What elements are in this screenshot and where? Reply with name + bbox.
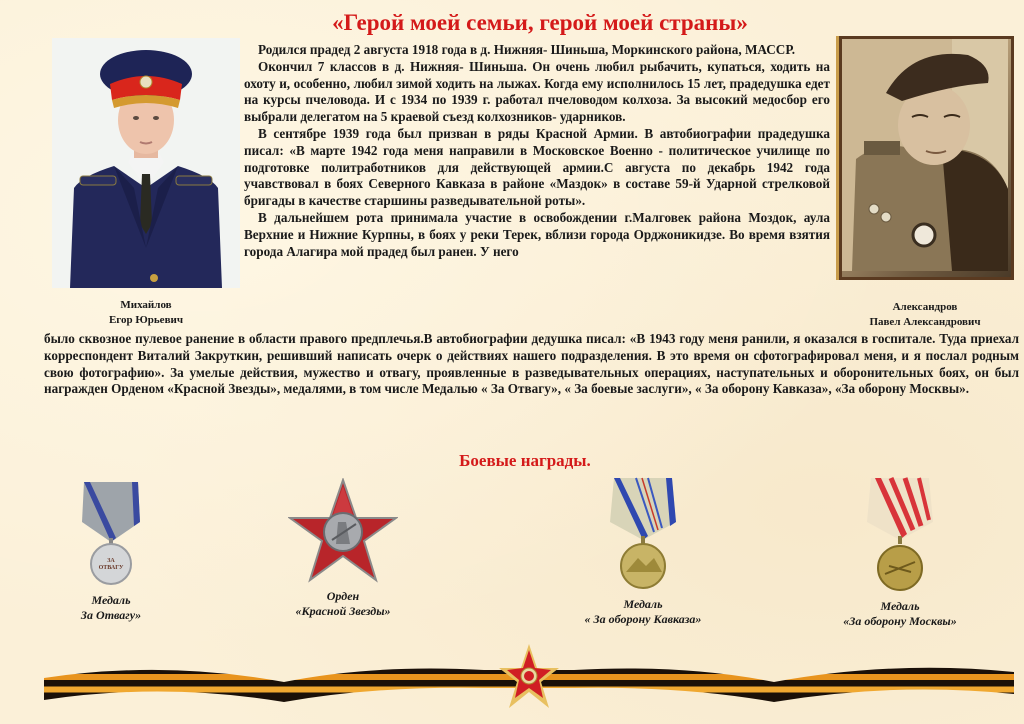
portrait-caption-right xyxy=(830,300,1020,330)
order-patriotic-war-star-icon xyxy=(499,642,559,712)
bio-paragraph-army: В сентябре 1939 года был призван в ряды Красной Армии. В автобиографии прадедушка писал: «В марте 1942 года меня направили в Московское Военно - политическое училище по подготовке политработников для действующей армии.С августа по декабрь 1942 года учавствовал в боях Северного Кавказа в районе «Маздок» в составе 59-й Ударной стрелковой бригады в качестве старшины разведывательной роты». xyxy=(244,125,830,209)
portrait-photo-right xyxy=(836,36,1014,280)
page-title: «Герой моей семьи, герой моей страны» xyxy=(332,10,748,35)
award-1-name: За Отвагу» xyxy=(80,608,142,622)
medal-defense-moscow-icon xyxy=(863,474,937,594)
order-red-star-icon xyxy=(288,478,398,584)
awards-heading: Боевые награды. xyxy=(459,451,591,470)
bio-paragraph-wound-and-awards: было сквозное пулевое ранение в области правого предплечья.В автобиографии дедушка писал: «В 1943 году меня ранили, я оказался в госпитале. Туда приехал корреспондент Виталий Закруткин, решивший написать очерк о действиях нашего подразделения. В это время он сфотографировал меня, и я послал родным свою фотографию». За умелые действия, мужество и отвагу, проявленные в разведывательных операциях, наступательных и оборонительных боях, он был награжден Орденом «Красной Звезды», медалями, в том числе Медалью « За Отвагу», « За боевые заслуги», « За оборону Кавказа», «За оборону Москвы». xyxy=(44,331,1019,397)
award-4-type: Медаль xyxy=(880,599,920,613)
award-3-name: « За оборону Кавказа» xyxy=(584,612,702,626)
young-officer-portrait-icon xyxy=(52,38,240,288)
st-george-ribbon-decoration xyxy=(44,668,1014,704)
award-medal-defense-caucasus xyxy=(568,474,718,627)
portrait-right-given-names: Павел Александрович xyxy=(869,316,981,328)
portrait-right-surname: Александров xyxy=(892,301,958,313)
portrait-photo-left xyxy=(52,38,240,288)
biography-column xyxy=(244,42,830,260)
veteran-soldier-portrait-icon xyxy=(842,39,1008,271)
award-2-name: «Красной Звезды» xyxy=(295,604,391,618)
award-2-type: Орден xyxy=(326,589,360,603)
award-medal-defense-moscow xyxy=(830,474,970,629)
bio-paragraph-birth: Родился прадед 2 августа 1918 года в д. Нижняя- Шиньша, Моркинского района, МАССР. xyxy=(258,42,796,57)
svg-text:ОТВАГУ: ОТВАГУ xyxy=(98,565,124,571)
award-3-type: Медаль xyxy=(623,597,663,611)
medal-for-courage-icon xyxy=(76,478,146,588)
award-1-type: Медаль xyxy=(91,593,131,607)
award-order-red-star xyxy=(278,478,408,619)
bio-paragraph-battles: В дальнейшем рота принимала участие в освобождении г.Малговек района Моздок, аула Верхние и Нижние Курпны, в боях у реки Терек, вблизи города Орджоникидзе. Во время взятия города Алагира мой прадед был ранен. У него xyxy=(244,209,830,259)
award-medal-for-courage xyxy=(56,478,166,623)
biography-continuation xyxy=(44,331,1019,398)
portrait-left-surname: Михайлов xyxy=(120,299,172,311)
svg-text:ЗА: ЗА xyxy=(107,558,115,564)
portrait-left-given-names: Егор Юрьевич xyxy=(108,314,184,326)
portrait-caption-left xyxy=(52,298,240,328)
award-4-name: «За оборону Москвы» xyxy=(843,614,957,628)
bio-paragraph-youth: Окончил 7 классов в д. Нижняя- Шиньша. Он очень любил рыбачить, купаться, ходить на охоту и, особенно, любил зимой ходить на лыжах. Когда ему исполнилось 15 лет, прадедушка едет на курсы пчеловода. И с 1934 по 1939 г. работал пчеловодом колхоза. За высокий медосбор его выбрали делегатом на 5 краевой съезд колхозников- ударников. xyxy=(244,58,830,125)
medal-defense-caucasus-icon xyxy=(606,474,680,592)
